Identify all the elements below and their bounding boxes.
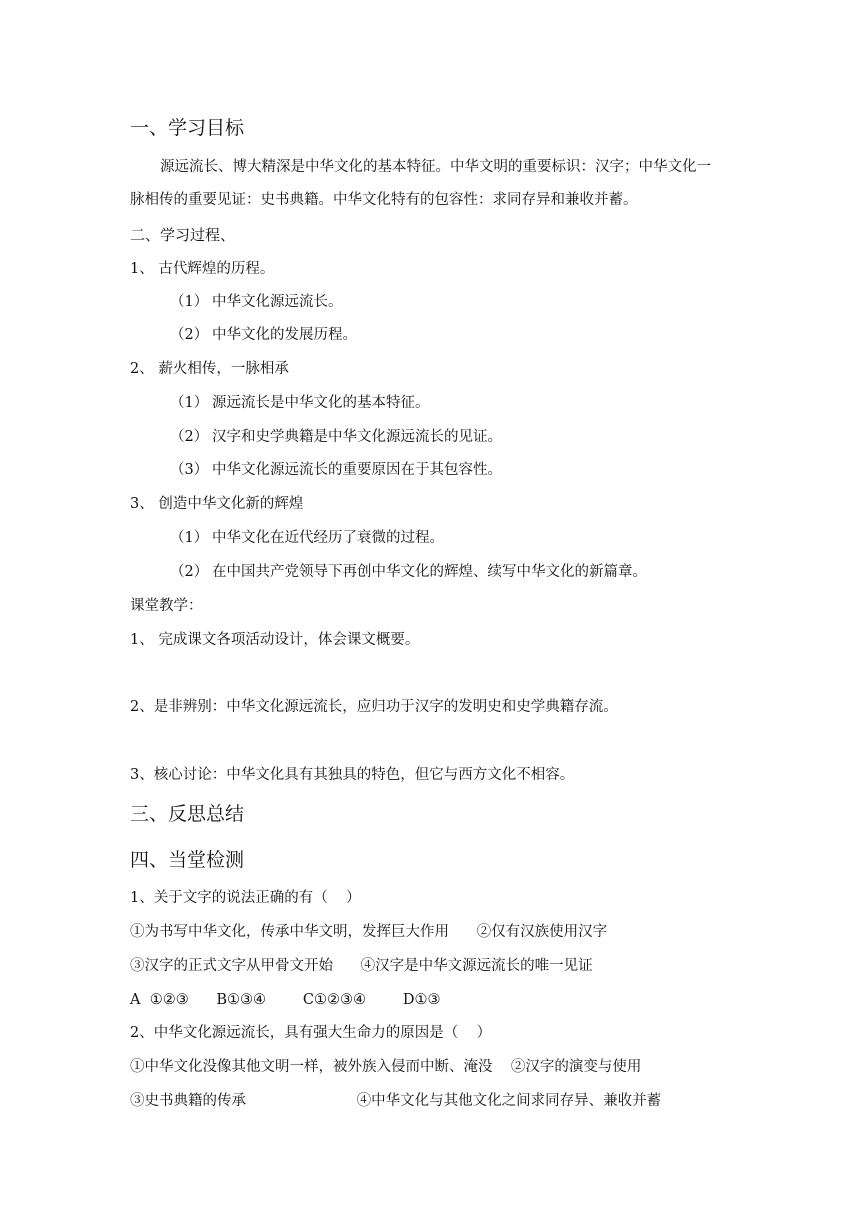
sub-text: 中华文化的发展历程。	[212, 327, 357, 343]
item-2-sub-1	[170, 393, 430, 413]
item-1-sub-1	[170, 292, 343, 312]
sub-text: 中华文化源远流长。	[212, 294, 343, 310]
goals-text-line-2: 脉相传的重要见证：史书典籍。中华文化特有的包容性：求同存异和兼收并蓄。	[130, 192, 638, 208]
sub-number: （3）	[170, 462, 209, 478]
item-3-sub-2	[170, 562, 647, 582]
item-1-sub-2	[170, 325, 357, 345]
reflection-heading: 三、反思总结	[130, 803, 245, 825]
sub-text: 源远流长是中华文化的基本特征。	[212, 395, 430, 411]
sub-text: 中华文化在近代经历了衰微的过程。	[212, 530, 444, 546]
test-heading: 四、当堂检测	[130, 849, 245, 871]
process-heading: 二、学习过程、	[130, 226, 236, 244]
item-2-label: 2、 薪火相传，一脉相承	[130, 361, 289, 377]
sub-number: （1）	[170, 530, 209, 546]
classroom-item-1: 1、 完成课文各项活动设计，体会课文概要。	[130, 632, 420, 648]
question-1-choices: A ①②③ B①③④ C①②③④ D①③	[130, 992, 441, 1008]
sub-number: （1）	[170, 395, 209, 411]
item-3-label: 3、 创造中华文化新的辉煌	[130, 496, 304, 512]
sub-number: （1）	[170, 294, 209, 310]
question-1-options-a: ①为书写中华文化，传承中华文明，发挥巨大作用 ②仅有汉族使用汉字	[130, 924, 608, 940]
question-2-options-b: ③史书典籍的传承 ④中华文化与其他文化之间求同存异、兼收并蓄	[130, 1093, 662, 1109]
item-1-label: 1、 古代辉煌的历程。	[130, 261, 275, 277]
goals-text-line-1: 源远流长、博大精深是中华文化的基本特征。中华文明的重要标识：汉字；中华文化一	[160, 159, 711, 175]
sub-text: 在中国共产党领导下再创中华文化的辉煌、续写中华文化的新篇章。	[212, 564, 647, 580]
sub-number: （2）	[170, 327, 209, 343]
sub-number: （2）	[170, 429, 209, 445]
sub-text: 汉字和史学典籍是中华文化源远流长的见证。	[212, 429, 502, 445]
question-1: 1、关于文字的说法正确的有（ ）	[130, 890, 361, 906]
item-2-sub-3	[170, 460, 502, 480]
goals-heading: 一、学习目标	[130, 117, 245, 139]
question-2: 2、中华文化源远流长，具有强大生命力的原因是（ ）	[130, 1025, 492, 1041]
question-1-options-b: ③汉字的正式文字从甲骨文开始 ④汉字是中华文源远流长的唯一见证	[130, 958, 593, 974]
item-2-sub-2	[170, 427, 502, 447]
item-3-sub-1	[170, 528, 444, 548]
classroom-item-2: 2、是非辨别：中华文化源远流长，应归功于汉字的发明史和史学典籍存流。	[130, 699, 618, 715]
sub-number: （2）	[170, 564, 209, 580]
classroom-item-3: 3、核心讨论：中华文化具有其独具的特色，但它与西方文化不相容。	[130, 767, 575, 783]
sub-text: 中华文化源远流长的重要原因在于其包容性。	[212, 462, 502, 478]
question-2-options-a: ①中华文化没像其他文明一样，被外族入侵而中断、淹没 ②汉字的演变与使用	[130, 1059, 642, 1075]
classroom-heading: 课堂教学：	[130, 598, 203, 614]
